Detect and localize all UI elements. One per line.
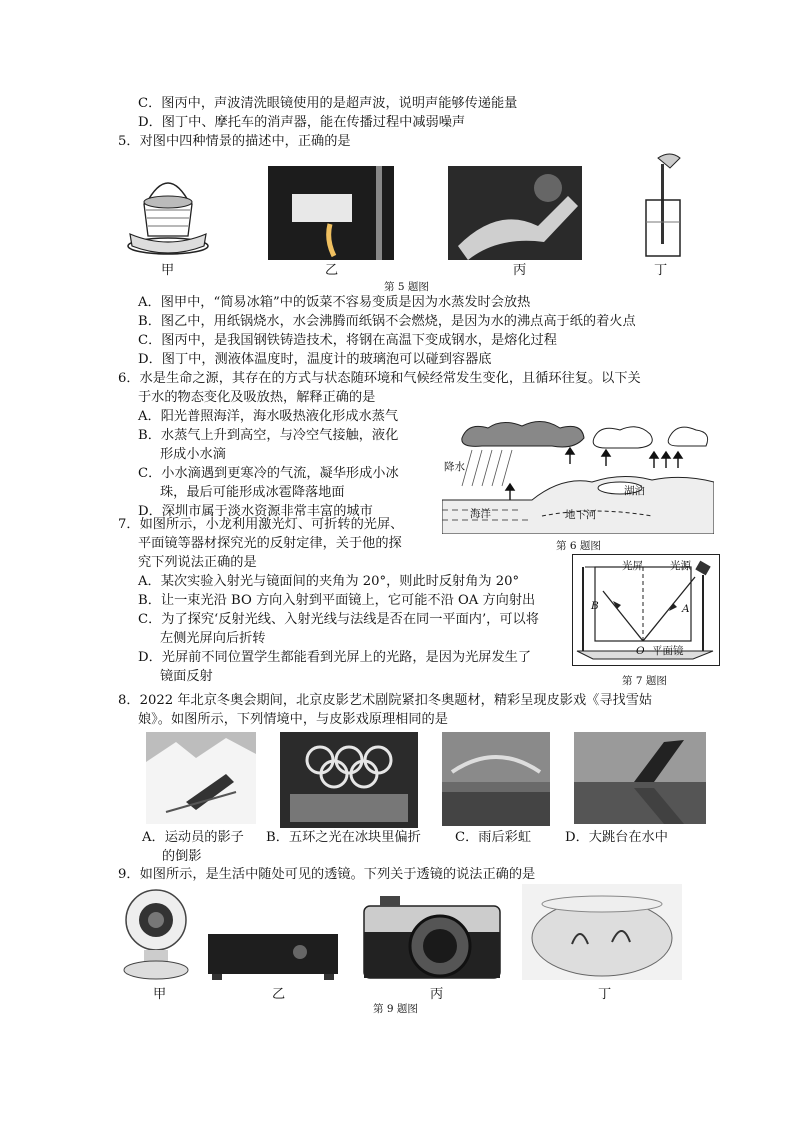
q9-label-ding: 丁 <box>598 987 612 1002</box>
q6-option-b-line1: B．水蒸气上升到高空，与冷空气接触，液化 <box>138 428 399 443</box>
q6-label-ocean: 海洋 <box>470 508 491 520</box>
q8-stem-line2: 娘》。如图所示，下列情境中，与皮影戏原理相同的是 <box>138 712 448 727</box>
q4-option-d: D．图丁中、摩托车的消声器，能在传播过程中减弱噪声 <box>138 115 466 130</box>
q5-figure-jia <box>124 166 212 258</box>
q6-label-lake: 湖泊 <box>624 485 645 497</box>
q7-label-mirror: 平面镜 <box>652 645 684 657</box>
q8-option-b: B．五环之光在冰块里偏折 <box>266 830 421 845</box>
q6-option-c-line1: C．小水滴遇到更寒冷的气流，凝华形成小冰 <box>138 466 399 481</box>
q8-figure-d <box>574 732 706 824</box>
q5-figure-bing <box>448 166 582 260</box>
q5-label-jia: 甲 <box>161 263 175 278</box>
q9-label-yi: 乙 <box>272 987 286 1002</box>
q9-label-jia: 甲 <box>153 987 167 1002</box>
q6-option-d: D．深圳市属于淡水资源非常丰富的城市 <box>138 504 373 519</box>
q5-option-b: B．图乙中，用纸锅烧水，水会沸腾而纸锅不会燃烧，是因为水的沸点高于纸的着火点 <box>138 314 636 329</box>
q9-figure-jia <box>118 886 196 982</box>
q5-figure-ding <box>640 150 686 260</box>
q6-label-rain: 降水 <box>444 461 465 473</box>
q8-figure-c <box>442 732 550 826</box>
q6-label-river: 地下河 <box>565 509 597 521</box>
q8-option-a-line2: 的倒影 <box>162 849 202 864</box>
q5-label-bing: 丙 <box>513 263 527 278</box>
q5-option-d: D．图丁中，测液体温度时，温度计的玻璃泡可以碰到容器底 <box>138 352 492 367</box>
q9-figure-ding <box>522 884 682 980</box>
q9-caption: 第 9 题图 <box>373 1003 418 1015</box>
q7-option-d-line1: D．光屏前不同位置学生都能看到光屏上的光路，是因为光屏发生了 <box>138 650 532 665</box>
q7-option-a: A．某次实验入射光与镜面间的夹角为 20°，则此时反射角为 20° <box>138 574 520 589</box>
q6-option-b-line2: 形成小水滴 <box>160 447 226 462</box>
q7-label-screen: 光屏 <box>622 560 643 572</box>
q7-stem-line1: 7．如图所示，小龙利用激光灯、可折转的光屏、 <box>118 517 404 532</box>
q5-figure-yi <box>268 166 394 260</box>
q5-label-yi: 乙 <box>325 263 339 278</box>
q9-stem: 9．如图所示，是生活中随处可见的透镜。下列关于透镜的说法正确的是 <box>118 867 536 882</box>
q6-stem-line2: 于水的物态变化及吸放热，解释正确的是 <box>138 390 376 405</box>
q7-label-source: 光源 <box>670 560 691 572</box>
q6-option-a: A．阳光普照海洋，海水吸热液化形成水蒸气 <box>138 409 399 424</box>
q5-option-c: C．图丙中，是我国钢铁铸造技术，将钢在高温下变成钢水，是熔化过程 <box>138 333 557 348</box>
q5-option-a: A．图甲中，“简易冰箱”中的饭菜不容易变质是因为水蒸发时会放热 <box>138 295 531 310</box>
q5-label-ding: 丁 <box>654 263 668 278</box>
q6-stem-line1: 6．水是生命之源，其存在的方式与状态随环境和气候经常发生变化，且循环往复。以下关 <box>118 371 641 386</box>
q9-label-bing: 丙 <box>430 987 444 1002</box>
q6-option-c-line2: 珠，最后可能形成冰雹降落地面 <box>160 485 345 500</box>
q8-option-c: C．雨后彩虹 <box>455 830 532 845</box>
q7-option-b: B．让一束光沿 BO 方向入射到平面镜上，它可能不沿 OA 方向射出 <box>138 593 536 608</box>
q7-label-a: A <box>682 603 690 615</box>
q7-stem-line3: 究下列说法正确的是 <box>138 555 257 570</box>
q7-label-o: O <box>636 645 645 657</box>
q5-stem: 5．对图中四种情景的描述中，正确的是 <box>118 134 351 149</box>
q7-option-c-line1: C．为了探究‘反射光线、入射光线与法线是否在同一平面内’，可以将 <box>138 612 539 627</box>
q5-caption: 第 5 题图 <box>384 281 429 293</box>
q7-option-c-line2: 左侧光屏向后折转 <box>160 631 266 646</box>
q9-figure-bing <box>360 892 504 982</box>
q6-caption: 第 6 题图 <box>556 540 601 552</box>
q7-caption: 第 7 题图 <box>622 675 667 687</box>
q8-figure-b <box>280 732 418 828</box>
q8-option-d: D．大跳台在水中 <box>565 830 668 845</box>
q8-stem-line1: 8．2022 年北京冬奥会期间，北京皮影艺术剧院紧扣冬奥题材，精彩呈现皮影戏《寻找雪姑 <box>118 693 653 708</box>
q7-stem-line2: 平面镜等器材探究光的反射定律，关于他的探 <box>138 536 402 551</box>
q7-label-b: B <box>591 600 599 612</box>
q8-figure-a <box>146 732 256 824</box>
q4-option-c: C．图丙中，声波清洗眼镜使用的是超声波，说明声能够传递能量 <box>138 96 518 111</box>
q8-option-a-line1: A．运动员的影子 <box>142 830 244 845</box>
q7-option-d-line2: 镜面反射 <box>160 669 213 684</box>
q9-figure-yi <box>206 930 340 982</box>
